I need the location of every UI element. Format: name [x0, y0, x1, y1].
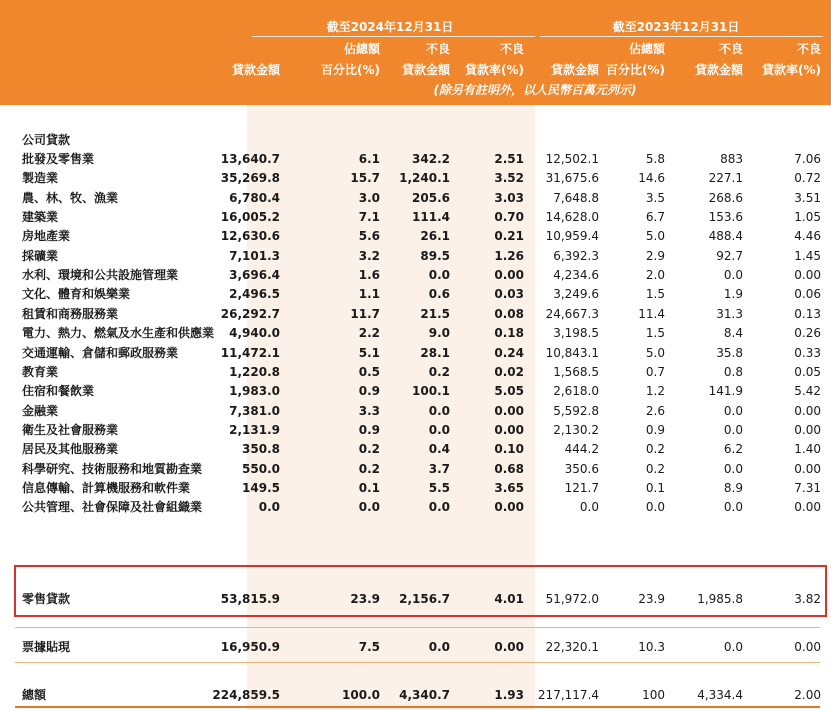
cell: 0.24 — [494, 345, 524, 360]
cell: 23.9 — [638, 592, 665, 606]
cell: 3.2 — [358, 248, 380, 263]
cell: 7,101.3 — [229, 248, 280, 263]
row-label: 文化、體育和娛樂業 — [22, 287, 131, 302]
section-title-corporate-loans: 公司貸款 — [22, 133, 71, 147]
cell: 0.13 — [794, 306, 821, 321]
cell: 5.0 — [645, 345, 665, 360]
cell: 1.05 — [794, 210, 821, 225]
cell: 1,985.8 — [697, 592, 743, 606]
cell: 0.0 — [428, 422, 450, 437]
col-2024-loan-amount: 貸款金額 — [231, 63, 280, 77]
cell: 3,696.4 — [229, 268, 280, 283]
cell: 7,648.8 — [553, 190, 599, 205]
cell: 2.9 — [645, 248, 665, 263]
cell: 5.0 — [645, 229, 665, 244]
cell: 0.0 — [258, 500, 280, 515]
cell: 3.5 — [645, 190, 665, 205]
cell: 0.00 — [794, 500, 821, 515]
cell: 2,156.7 — [399, 592, 450, 606]
cell: 2.00 — [794, 688, 821, 702]
cell: 0.00 — [494, 500, 524, 515]
cell: 2.51 — [494, 152, 524, 166]
period-2024-underline — [252, 36, 535, 37]
cell: 0.0 — [723, 500, 743, 515]
cell: 1.1 — [358, 287, 380, 302]
table-row — [0, 305, 831, 324]
row-label: 金融業 — [22, 403, 59, 418]
row-label: 交通運輸、倉儲和郵政服務業 — [22, 345, 179, 360]
cell: 0.8 — [723, 364, 743, 379]
row-label: 批發及零售業 — [22, 152, 95, 166]
table-row — [0, 440, 831, 459]
col-2024-pct-line1: 佔總額 — [343, 42, 380, 56]
cell: 1,220.8 — [229, 364, 280, 379]
col-2024-pct-line2: 百分比(%) — [321, 63, 380, 77]
cell: 153.6 — [708, 210, 743, 225]
row-label: 住宿和餐飲業 — [22, 384, 95, 399]
cell: 1.9 — [723, 287, 743, 302]
table-row — [0, 344, 831, 363]
cell: 10,959.4 — [545, 229, 599, 244]
cell: 3.52 — [494, 171, 524, 186]
table-row — [0, 227, 831, 246]
cell: 53,815.9 — [220, 592, 280, 606]
col-2023-loan-amount: 貸款金額 — [550, 63, 599, 77]
col-2024-npl-ratio-line2: 貸款率(%) — [465, 63, 524, 77]
cell: 0.18 — [494, 326, 524, 341]
cell: 6,392.3 — [553, 248, 599, 263]
col-2023-npl-line1: 不良 — [718, 42, 743, 56]
cell: 2,130.2 — [553, 422, 599, 437]
cell: 6.1 — [358, 152, 380, 166]
cell: 7.5 — [358, 640, 380, 654]
cell: 10.3 — [638, 640, 665, 654]
cell: 14,628.0 — [545, 210, 599, 225]
cell: 2.6 — [645, 403, 665, 418]
cell: 7.1 — [358, 210, 380, 225]
cell: 24,667.3 — [545, 306, 599, 321]
table-row — [0, 189, 831, 208]
cell: 0.9 — [358, 384, 380, 399]
cell: 0.10 — [494, 442, 524, 457]
cell: 0.6 — [428, 287, 450, 302]
cell: 35.8 — [716, 345, 743, 360]
cell: 0.0 — [428, 640, 450, 654]
table-row — [0, 150, 831, 169]
cell: 268.6 — [708, 190, 743, 205]
cell: 2,618.0 — [553, 384, 599, 399]
cell: 1,240.1 — [399, 171, 450, 186]
cell: 111.4 — [412, 210, 450, 225]
cell: 22,320.1 — [545, 640, 599, 654]
cell: 1,983.0 — [229, 384, 280, 399]
cell: 0.00 — [794, 640, 821, 654]
cell: 6.2 — [723, 442, 743, 457]
cell: 227.1 — [708, 171, 743, 186]
cell: 0.1 — [358, 480, 380, 495]
cell: 224,859.5 — [212, 688, 280, 702]
cell: 149.5 — [242, 480, 280, 495]
row-label: 總額 — [22, 688, 47, 702]
cell: 1.2 — [645, 384, 665, 399]
cell: 0.2 — [645, 461, 665, 476]
cell: 1.93 — [494, 688, 524, 702]
table-row — [0, 266, 831, 285]
table-row — [0, 421, 831, 440]
cell: 3.51 — [794, 190, 821, 205]
cell: 3.7 — [428, 461, 450, 476]
cell: 0.00 — [794, 268, 821, 283]
table-row — [0, 363, 831, 382]
cell: 3.03 — [494, 190, 524, 205]
cell: 0.21 — [494, 229, 524, 244]
row-label: 衛生及社會服務業 — [22, 422, 119, 437]
cell: 8.9 — [723, 480, 743, 495]
table-row — [0, 285, 831, 304]
cell: 100.1 — [412, 384, 450, 399]
total-row — [0, 686, 831, 705]
cell: 9.0 — [428, 326, 450, 341]
cell: 4,340.7 — [399, 688, 450, 702]
cell: 5,592.8 — [553, 403, 599, 418]
row-label: 零售貸款 — [22, 592, 71, 606]
cell: 1.6 — [358, 268, 380, 283]
cell: 15.7 — [350, 171, 380, 186]
divider-line — [15, 627, 820, 628]
cell: 1.40 — [794, 442, 821, 457]
table-row — [0, 498, 831, 517]
unit-note: (除另有註明外，以人民幣百萬元列示) — [433, 83, 637, 97]
row-label: 採礦業 — [22, 248, 59, 263]
cell: 6.7 — [645, 210, 665, 225]
table-row — [0, 324, 831, 343]
cell: 0.0 — [645, 500, 665, 515]
cell: 0.26 — [794, 326, 821, 341]
cell: 13,640.7 — [220, 152, 280, 166]
table-row — [0, 169, 831, 188]
cell: 0.06 — [794, 287, 821, 302]
cell: 0.05 — [794, 364, 821, 379]
cell: 3.0 — [358, 190, 380, 205]
cell: 0.2 — [428, 364, 450, 379]
row-label: 票據貼現 — [22, 640, 71, 654]
bills-discounted-row — [0, 638, 831, 657]
col-2024-npl-line1: 不良 — [425, 42, 450, 56]
cell: 141.9 — [708, 384, 743, 399]
row-label: 公共管理、社會保障及社會組織業 — [22, 500, 203, 515]
cell: 0.2 — [358, 442, 380, 457]
cell: 5.6 — [358, 229, 380, 244]
cell: 0.02 — [494, 364, 524, 379]
table-row — [0, 479, 831, 498]
cell: 5.8 — [645, 152, 665, 166]
row-label: 水利、環境和公共設施管理業 — [22, 268, 179, 283]
cell: 7.31 — [794, 480, 821, 495]
cell: 31.3 — [716, 306, 743, 321]
cell: 550.0 — [242, 461, 280, 476]
cell: 11,472.1 — [220, 345, 280, 360]
row-label: 科學研究、技術服務和地質勘查業 — [22, 461, 203, 476]
cell: 1.26 — [494, 248, 524, 263]
cell: 1.45 — [794, 248, 821, 263]
retail-loans-row — [0, 590, 831, 609]
cell: 5.05 — [494, 384, 524, 399]
cell: 23.9 — [350, 592, 380, 606]
col-2023-pct-line1: 佔總額 — [628, 42, 665, 56]
cell: 883 — [720, 152, 743, 166]
row-label: 建築業 — [22, 210, 59, 225]
table-header — [0, 0, 831, 105]
cell: 7,381.0 — [229, 403, 280, 418]
cell: 0.9 — [358, 422, 380, 437]
cell: 2.2 — [358, 326, 380, 341]
cell: 8.4 — [723, 326, 743, 341]
cell: 2,496.5 — [229, 287, 280, 302]
cell: 0.00 — [494, 422, 524, 437]
cell: 26.1 — [420, 229, 450, 244]
cell: 1.5 — [645, 326, 665, 341]
cell: 12,630.6 — [220, 229, 280, 244]
cell: 5.1 — [358, 345, 380, 360]
cell: 0.03 — [494, 287, 524, 302]
cell: 0.0 — [579, 500, 599, 515]
cell: 488.4 — [708, 229, 743, 244]
cell: 0.00 — [494, 268, 524, 283]
col-2023-npl-ratio-line1: 不良 — [796, 42, 821, 56]
cell: 3,198.5 — [553, 326, 599, 341]
cell: 0.00 — [794, 461, 821, 476]
table-row — [0, 208, 831, 227]
row-label: 房地產業 — [22, 229, 71, 244]
table-row — [0, 460, 831, 479]
cell: 1.5 — [645, 287, 665, 302]
cell: 0.0 — [428, 268, 450, 283]
cell: 350.8 — [242, 442, 280, 457]
cell: 4,940.0 — [229, 326, 280, 341]
cell: 0.00 — [794, 422, 821, 437]
cell: 0.0 — [723, 640, 743, 654]
row-label: 居民及其他服務業 — [22, 442, 119, 457]
period-2023-underline — [540, 36, 823, 37]
cell: 0.0 — [428, 500, 450, 515]
cell: 6,780.4 — [229, 190, 280, 205]
cell: 342.2 — [412, 152, 450, 166]
cell: 14.6 — [638, 171, 665, 186]
cell: 0.1 — [645, 480, 665, 495]
table-row — [0, 382, 831, 401]
cell: 0.0 — [723, 268, 743, 283]
cell: 4,334.4 — [697, 688, 743, 702]
cell: 0.70 — [494, 210, 524, 225]
cell: 0.0 — [723, 461, 743, 476]
cell: 10,843.1 — [545, 345, 599, 360]
cell: 0.00 — [794, 403, 821, 418]
cell: 0.08 — [494, 306, 524, 321]
cell: 5.5 — [428, 480, 450, 495]
cell: 21.5 — [420, 306, 450, 321]
cell: 89.5 — [420, 248, 450, 263]
cell: 0.72 — [794, 171, 821, 186]
cell: 3.82 — [794, 592, 821, 606]
cell: 2,131.9 — [229, 422, 280, 437]
cell: 0.68 — [494, 461, 524, 476]
cell: 0.4 — [428, 442, 450, 457]
cell: 444.2 — [564, 442, 599, 457]
cell: 0.9 — [645, 422, 665, 437]
row-label: 電力、熱力、燃氣及水生產和供應業 — [22, 326, 215, 341]
cell: 2.0 — [645, 268, 665, 283]
cell: 0.0 — [428, 403, 450, 418]
cell: 0.0 — [723, 403, 743, 418]
cell: 3.3 — [358, 403, 380, 418]
cell: 4,234.6 — [553, 268, 599, 283]
table-row — [0, 247, 831, 266]
cell: 3.65 — [494, 480, 524, 495]
cell: 7.06 — [794, 152, 821, 166]
cell: 35,269.8 — [220, 171, 280, 186]
cell: 26,292.7 — [220, 306, 280, 321]
cell: 0.0 — [358, 500, 380, 515]
col-2024-npl-ratio-line1: 不良 — [499, 42, 524, 56]
cell: 350.6 — [564, 461, 599, 476]
row-label: 信息傳輸、計算機服務和軟件業 — [22, 480, 191, 495]
cell: 16,950.9 — [220, 640, 280, 654]
cell: 0.00 — [494, 640, 524, 654]
cell: 92.7 — [716, 248, 743, 263]
cell: 0.2 — [358, 461, 380, 476]
col-2023-npl-ratio-line2: 貸款率(%) — [762, 63, 821, 77]
period-2023-title: 截至2023年12月31日 — [612, 20, 740, 34]
divider-line — [15, 662, 820, 663]
cell: 0.0 — [723, 422, 743, 437]
cell: 0.7 — [645, 364, 665, 379]
cell: 217,117.4 — [537, 688, 599, 702]
cell: 4.46 — [794, 229, 821, 244]
cell: 5.42 — [794, 384, 821, 399]
cell: 205.6 — [412, 190, 450, 205]
cell: 12,502.1 — [545, 152, 599, 166]
cell: 31,675.6 — [545, 171, 599, 186]
col-2023-pct-line2: 百分比(%) — [606, 63, 665, 77]
row-label: 教育業 — [22, 364, 59, 379]
row-label: 製造業 — [22, 171, 59, 186]
cell: 1,568.5 — [553, 364, 599, 379]
cell: 11.4 — [638, 306, 665, 321]
cell: 100.0 — [342, 688, 380, 702]
cell: 11.7 — [350, 306, 380, 321]
cell: 4.01 — [494, 592, 524, 606]
cell: 0.2 — [645, 442, 665, 457]
cell: 0.33 — [794, 345, 821, 360]
cell: 16,005.2 — [220, 210, 280, 225]
cell: 0.00 — [494, 403, 524, 418]
table-row — [0, 402, 831, 421]
row-label: 農、林、牧、漁業 — [22, 190, 119, 205]
cell: 28.1 — [420, 345, 450, 360]
cell: 51,972.0 — [545, 592, 599, 606]
period-2024-title: 截至2024年12月31日 — [326, 20, 454, 34]
col-2023-npl-line2: 貸款金額 — [694, 63, 743, 77]
col-2024-npl-line2: 貸款金額 — [401, 63, 450, 77]
cell: 0.5 — [358, 364, 380, 379]
cell: 100 — [642, 688, 665, 702]
bottom-rule — [15, 706, 820, 708]
row-label: 租賃和商務服務業 — [22, 306, 119, 321]
cell: 121.7 — [564, 480, 599, 495]
cell: 3,249.6 — [553, 287, 599, 302]
